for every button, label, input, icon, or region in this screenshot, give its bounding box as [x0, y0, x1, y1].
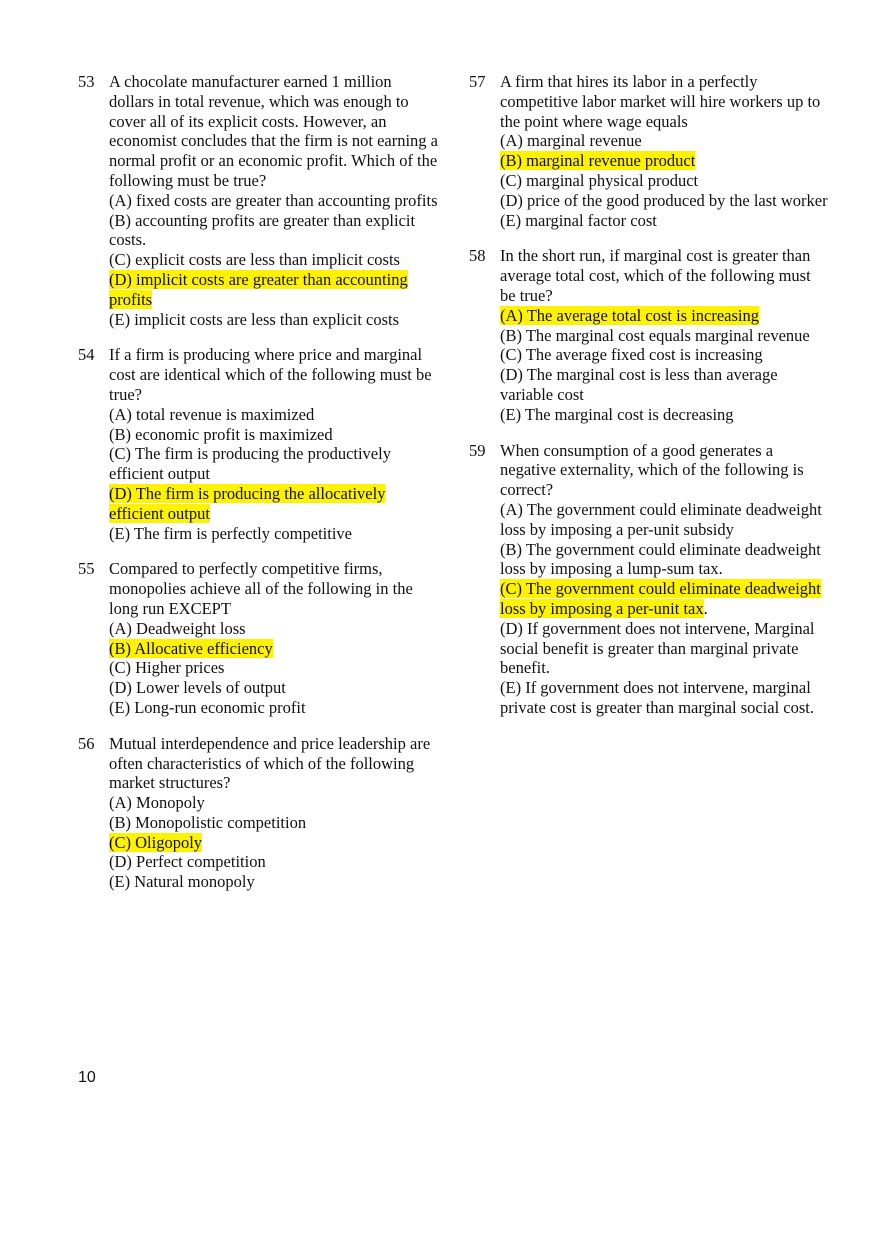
question-body — [109, 345, 438, 543]
option-a: (A) The government could eliminate deadweight loss by imposing a per-unit subsidy — [500, 499, 822, 539]
option-c: (C) explicit costs are less than implicit costs — [109, 250, 400, 270]
option-c: (C) The average fixed cost is increasing — [500, 345, 763, 365]
answer-highlight: (D) The firm is producing the allocatively efficient output — [109, 483, 386, 523]
option-b-answer — [500, 151, 829, 171]
question-number: 57 — [469, 72, 486, 91]
answer-suffix: . — [703, 598, 708, 618]
option-e: (E) Long-run economic profit — [109, 697, 306, 717]
question-number: 53 — [78, 72, 95, 91]
option-c: (C) The firm is producing the productively efficient output — [109, 444, 391, 484]
question-stem: When consumption of a good generates a negative externality, which of the following is correct? — [500, 440, 804, 500]
question-body — [500, 441, 829, 718]
option-e: (E) The marginal cost is decreasing — [500, 404, 734, 424]
option-a: (A) marginal revenue — [500, 131, 642, 151]
option-c-answer — [500, 579, 829, 619]
answer-highlight: (A) The average total cost is increasing — [500, 305, 760, 325]
answer-highlight: (B) Allocative efficiency — [109, 638, 273, 658]
option-a-answer — [500, 306, 829, 326]
option-d: (D) If government does not intervene, Marginal social benefit is greater than marginal private benefit. — [500, 618, 815, 678]
question-stem: In the short run, if marginal cost is greater than average total cost, which of the following must be true? — [500, 246, 811, 305]
question-59 — [469, 441, 829, 718]
question-number: 56 — [78, 733, 95, 753]
question-58 — [469, 246, 829, 424]
question-53 — [78, 72, 438, 329]
question-56 — [78, 734, 438, 892]
option-a: (A) Monopoly — [109, 793, 205, 813]
option-e: (E) If government does not intervene, marginal private cost is greater than marginal social cost. — [500, 678, 815, 717]
answer-highlight: (C) The government could eliminate deadweight loss by imposing a per-unit tax — [500, 579, 821, 618]
page-number: 10 — [78, 1069, 96, 1086]
question-body — [109, 734, 438, 892]
option-e: (E) marginal factor cost — [500, 210, 657, 230]
question-54 — [78, 345, 438, 543]
question-stem: Compared to perfectly competitive firms, monopolies achieve all of the following in the long run EXCEPT — [109, 559, 413, 618]
answer-highlight: (D) implicit costs are greater than accounting profits — [109, 269, 408, 309]
left-column — [78, 72, 438, 908]
right-column — [469, 72, 829, 734]
question-body — [109, 72, 438, 329]
option-d: (D) The marginal cost is less than average variable cost — [500, 365, 778, 404]
option-a: (A) total revenue is maximized — [109, 404, 315, 424]
option-e: (E) Natural monopoly — [109, 872, 255, 892]
question-body — [109, 559, 438, 717]
question-number: 55 — [78, 559, 95, 579]
question-body — [500, 246, 829, 424]
option-d-answer — [109, 484, 438, 524]
question-stem: If a firm is producing where price and marginal cost are identical which of the following must be true? — [109, 345, 432, 404]
question-number: 58 — [469, 246, 486, 266]
option-b: (B) The marginal cost equals marginal revenue — [500, 325, 810, 345]
question-body — [500, 72, 829, 230]
option-b-answer — [109, 639, 438, 659]
answer-highlight: (C) Oligopoly — [109, 832, 203, 852]
option-d-answer — [109, 270, 438, 310]
option-e: (E) implicit costs are less than explicit costs — [109, 309, 400, 329]
option-c-answer — [109, 833, 438, 853]
question-57 — [469, 72, 829, 230]
question-number: 59 — [469, 440, 486, 460]
question-stem: Mutual interdependence and price leadership are often characteristics of which of the following market structures? — [109, 733, 431, 793]
option-a: (A) Deadweight loss — [109, 618, 246, 638]
option-d: (D) price of the good produced by the last worker — [500, 190, 828, 210]
option-b: (B) The government could eliminate deadweight loss by imposing a lump-sum tax. — [500, 539, 821, 579]
question-55 — [78, 559, 438, 717]
option-d: (D) Perfect competition — [109, 852, 266, 872]
option-b: (B) accounting profits are greater than explicit costs. — [109, 210, 416, 250]
option-d: (D) Lower levels of output — [109, 678, 286, 698]
option-a: (A) fixed costs are greater than accounting profits — [109, 190, 438, 210]
option-e: (E) The firm is perfectly competitive — [109, 523, 352, 543]
option-c: (C) Higher prices — [109, 658, 225, 678]
question-stem: A chocolate manufacturer earned 1 million dollars in total revenue, which was enough to cover all of its explicit costs. However, an economist concludes that the firm is not earning a normal profit or an economic profit. Which of the following must be true? — [109, 72, 438, 190]
option-b: (B) economic profit is maximized — [109, 424, 333, 444]
option-b: (B) Monopolistic competition — [109, 812, 307, 832]
question-number: 54 — [78, 345, 95, 365]
option-c: (C) marginal physical product — [500, 170, 699, 190]
question-stem: A firm that hires its labor in a perfectly competitive labor market will hire workers up to the point where wage equals — [500, 72, 821, 131]
answer-highlight: (B) marginal revenue product — [500, 151, 696, 171]
